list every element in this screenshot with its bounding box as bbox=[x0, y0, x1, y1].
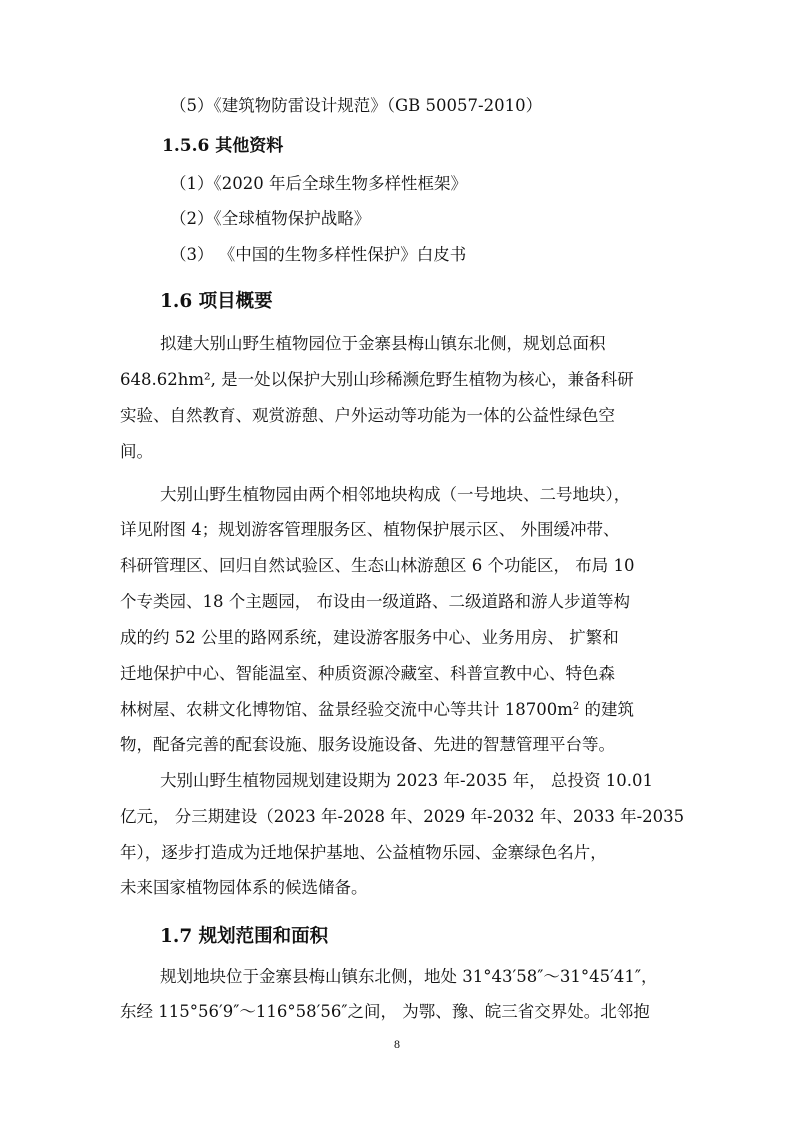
paragraph-line: 科研管理区、回归自然试验区、生态山林游憩区 6 个功能区， 布局 10 bbox=[120, 556, 635, 575]
paragraph-line: 详见附图 4；规划游客管理服务区、植物保护展示区、 外围缓冲带、 bbox=[120, 520, 620, 539]
paragraph-line bbox=[120, 699, 634, 721]
section-heading-1-5-6: 1.5.6 其他资料 bbox=[162, 136, 284, 156]
paragraph-line: 拟建大别山野生植物园位于金寨县梅山镇东北侧，规划总面积 bbox=[160, 334, 606, 353]
paragraph-line: 648.62hm², 是一处以保护大别山珍稀濒危野生植物为核心，兼备科研 bbox=[120, 370, 634, 389]
paragraph-line: 个专类园、18 个主题园， 布设由一级道路、二级道路和游人步道等构 bbox=[120, 592, 630, 611]
reference-item-2: （2）《全球植物保护战略》 bbox=[170, 209, 371, 228]
paragraph-line: 成的约 52 公里的路网系统，建设游客服务中心、业务用房、 扩繁和 bbox=[120, 628, 619, 647]
paragraph-line: 东经 115°56′9″～116°58′56″之间， 为鄂、豫、皖三省交界处。北邻抱 bbox=[120, 1002, 650, 1021]
paragraph-line: 间。 bbox=[120, 442, 153, 461]
paragraph-line: 年），逐步打造成为迁地保护基地、公益植物乐园、金寨绿色名片， bbox=[120, 843, 607, 862]
paragraph-line: 未来国家植物园体系的候选储备。 bbox=[120, 878, 368, 897]
paragraph-line: 大别山野生植物园规划建设期为 2023 年-2035 年， 总投资 10.01 bbox=[160, 771, 654, 790]
superscript: 2 bbox=[572, 701, 580, 712]
paragraph-line: 物，配备完善的配套设施、服务设施设备、先进的智慧管理平台等。 bbox=[120, 735, 615, 754]
reference-item-3: （3） 《中国的生物多样性保护》白皮书 bbox=[170, 245, 467, 264]
section-heading-1-7: 1.7 规划范围和面积 bbox=[160, 926, 329, 947]
standard-item-5: （5）《建筑物防雷设计规范》（GB 50057-2010） bbox=[170, 96, 543, 115]
reference-item-1: （1）《2020 年后全球生物多样性框架》 bbox=[170, 174, 467, 193]
section-heading-1-6: 1.6 项目概要 bbox=[160, 291, 273, 312]
paragraph-line: 实验、自然教育、观赏游憩、户外运动等功能为一体的公益性绿色空 bbox=[120, 406, 615, 425]
paragraph-line: 规划地块位于金寨县梅山镇东北侧，地处 31°43′58″～31°45′41″， bbox=[160, 967, 658, 986]
paragraph-line: 大别山野生植物园由两个相邻地块构成（一号地块、二号地块）， bbox=[160, 485, 631, 504]
paragraph-line: 迁地保护中心、智能温室、种质资源冷藏室、科普宣教中心、特色森 bbox=[120, 664, 615, 683]
text-span: 林树屋、农耕文化博物馆、盆景经验交流中心等共计 18700m bbox=[120, 700, 573, 719]
text-span: 的建筑 bbox=[579, 700, 635, 719]
page-number: 8 bbox=[394, 1037, 400, 1051]
paragraph-line: 亿元， 分三期建设（2023 年-2028 年、2029 年-2032 年、2033 年-2035 bbox=[120, 807, 685, 826]
